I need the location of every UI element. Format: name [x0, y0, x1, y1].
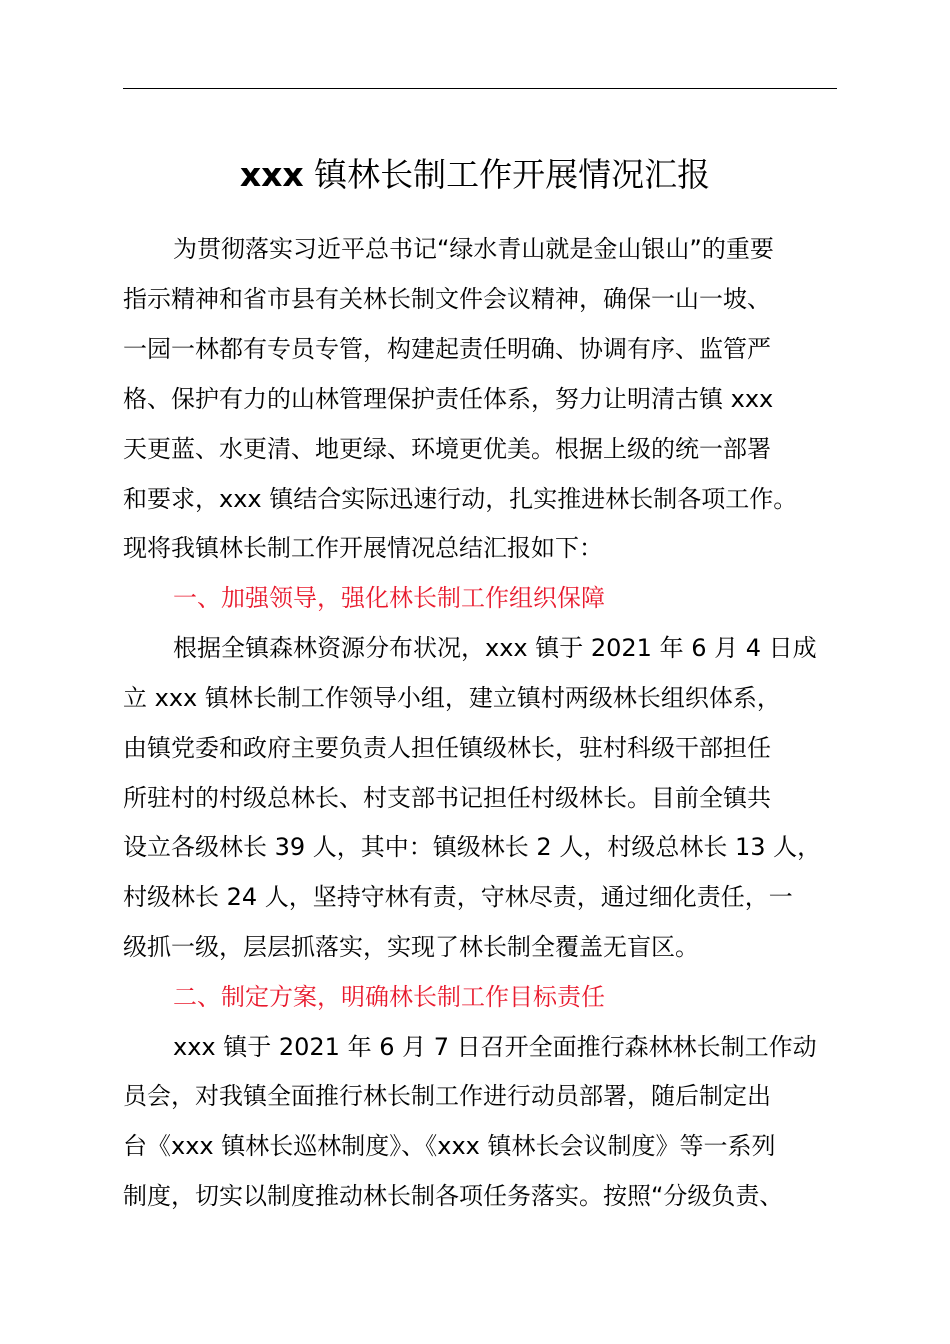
paragraph-1-line-6: 和要求，xxx 镇结合实际迅速行动，扎实推进林长制各项工作。: [123, 485, 798, 513]
paragraph-1-line-7: 现将我镇林长制工作开展情况总结汇报如下：: [123, 534, 603, 562]
paragraph-2-line-1: 根据全镇森林资源分布状况，xxx 镇于 2021 年 6 月 4 日成: [173, 634, 817, 662]
paragraph-1-line-1: 为贯彻落实习近平总书记“绿水青山就是金山银山”的重要: [173, 235, 774, 263]
document-title: [0, 150, 950, 200]
paragraph-3-line-2: 员会，对我镇全面推行林长制工作进行动员部署，随后制定出: [123, 1082, 771, 1110]
title-prefix: xxx: [239, 155, 304, 194]
paragraph-2-line-2: 立 xxx 镇林长制工作领导小组，建立镇村两级林长组织体系，: [123, 684, 781, 712]
section-heading-1: 一、加强领导，强化林长制工作组织保障: [173, 584, 605, 612]
paragraph-3-line-3: 台《xxx 镇林长巡林制度》、《xxx 镇林长会议制度》等一系列: [123, 1132, 776, 1160]
paragraph-2-line-3: 由镇党委和政府主要负责人担任镇级林长，驻村科级干部担任: [123, 734, 771, 762]
paragraph-2-line-4: 所驻村的村级总林长、村支部书记担任村级林长。目前全镇共: [123, 784, 771, 812]
paragraph-1-line-2: 指示精神和省市县有关林长制文件会议精神，确保一山一坡、: [123, 285, 771, 313]
paragraph-2-line-6: 村级林长 24 人，坚持守林有责，守林尽责，通过细化责任，一: [123, 883, 793, 911]
paragraph-1-line-3: 一园一林都有专员专管，构建起责任明确、协调有序、监管严: [123, 335, 771, 363]
paragraph-3-line-4: 制度，切实以制度推动林长制各项任务落实。按照“分级负责、: [123, 1182, 784, 1210]
paragraph-2-line-7: 级抓一级，层层抓落实，实现了林长制全覆盖无盲区。: [123, 933, 699, 961]
paragraph-1-line-5: 天更蓝、水更清、地更绿、环境更优美。根据上级的统一部署: [123, 435, 771, 463]
header-rule: [123, 88, 837, 89]
section-heading-2: 二、制定方案，明确林长制工作目标责任: [173, 983, 605, 1011]
paragraph-1-line-4: 格、保护有力的山林管理保护责任体系，努力让明清古镇 xxx: [123, 385, 774, 413]
paragraph-2-line-5: 设立各级林长 39 人，其中：镇级林长 2 人，村级总林长 13 人，: [123, 833, 822, 861]
paragraph-3-line-1: xxx 镇于 2021 年 6 月 7 日召开全面推行森林林长制工作动: [173, 1033, 817, 1061]
title-text: 镇林长制工作开展情况汇报: [303, 155, 711, 194]
